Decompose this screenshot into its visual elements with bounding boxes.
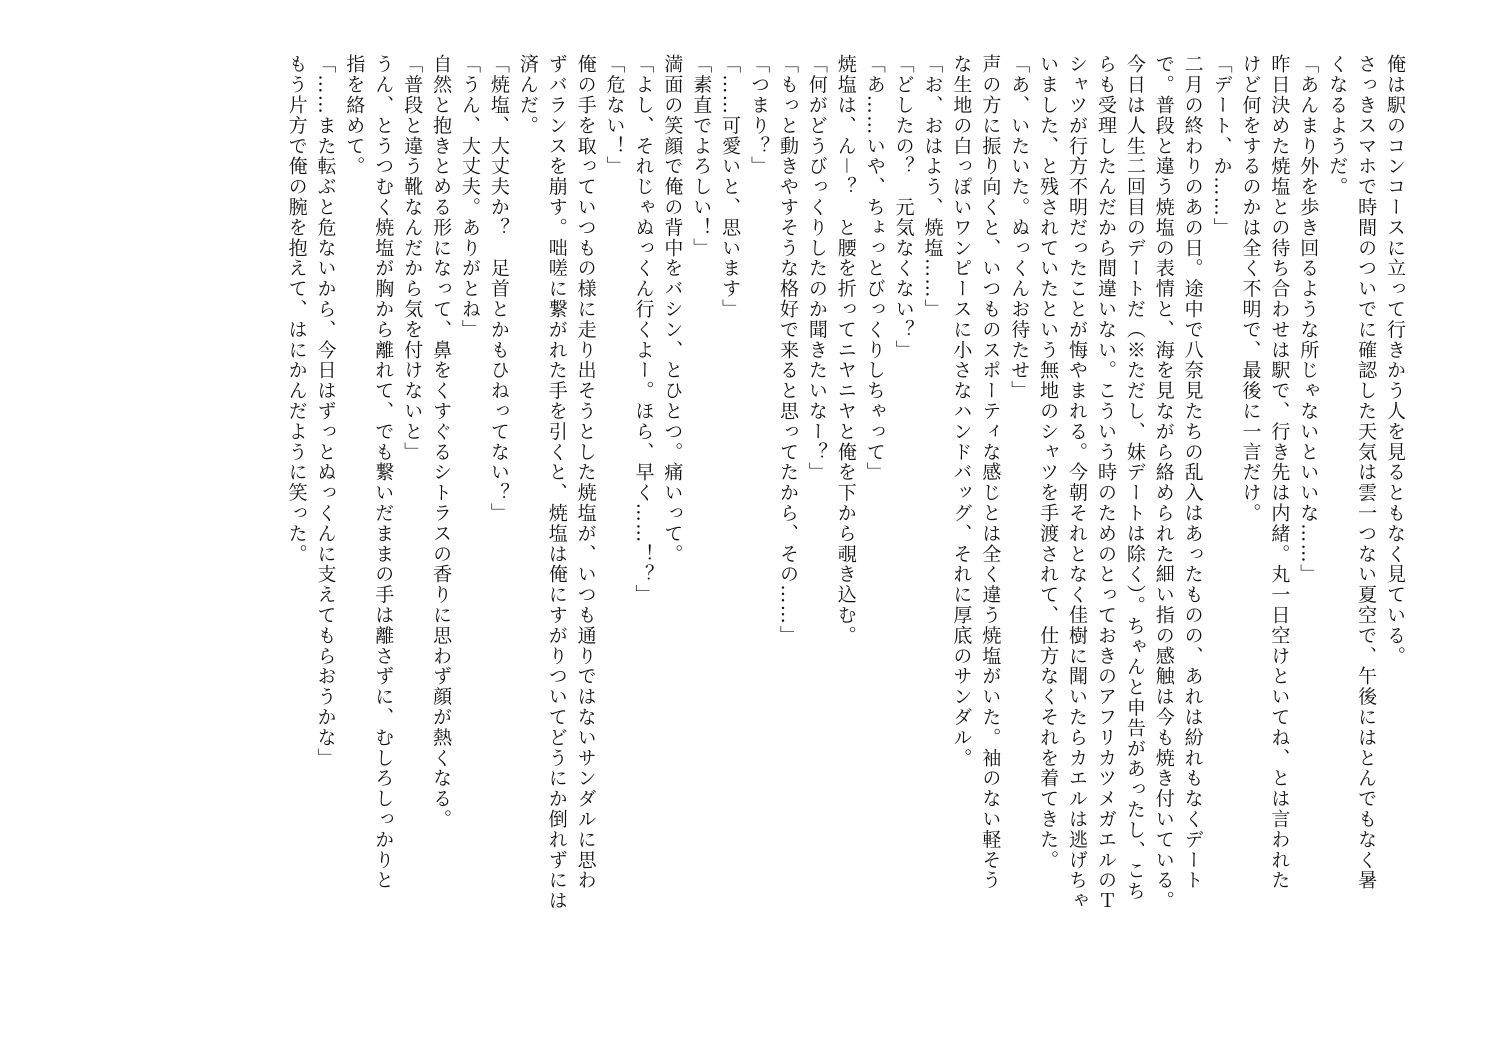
text-line: いました、と残されていたという無地のシャツを手渡されて、仕方なくそれを着てきた。	[1037, 54, 1060, 870]
text-line: 焼塩は、ん－？ と腰を折ってニヤニヤと俺を下から覗き込む。	[834, 54, 857, 646]
text-line: 「デート、か……」	[1210, 54, 1233, 238]
text-line: で。普段と違う焼塩の表情と、海を見ながら絡められた細い指の感触は今も焼き付いている。	[1152, 54, 1175, 911]
text-line: うん、とうつむく焼塩が胸から離れて、でも繋いだままの手は離さずに、むしろしっかりと	[372, 54, 395, 891]
text-line: 「……可愛いと、思います」	[719, 54, 742, 320]
vertical-text-body	[282, 54, 1409, 1004]
text-line: 二月の終わりのあの日。途中で八奈見たちの乱入はあったものの、あれは紛れもなくデート	[1181, 54, 1204, 891]
text-line: 満面の笑顔で俺の背中をバシン、とひとつ。痛いって。	[661, 54, 684, 564]
text-line: 「あ……いや、ちょっとびっくりしちゃって」	[863, 54, 886, 483]
text-line: な生地の白っぽいワンピースに小さなハンドバッグ、それに厚底のサンダル。	[950, 54, 973, 768]
text-line: 「よし、それじゃぬっくん行くよー。ほら、早く……！？」	[632, 54, 655, 605]
text-line: 自然と抱きとめる形になって、鼻をくすぐるシトラスの香りに思わず顔が熱くなる。	[430, 54, 453, 830]
text-line: 済んだ。	[516, 54, 539, 136]
text-line: 俺は駅のコンコースに立って行きかう人を見るともなく見ている。	[1384, 54, 1406, 666]
text-line: 「素直でよろしい！」	[690, 54, 713, 258]
text-line: 「どしたの？ 元気なくない？」	[892, 54, 915, 360]
text-line: シャツが行方不明だったことが悔やまれる。今朝それとなく佳樹に聞いたらカエルは逃げちゃ	[1066, 54, 1089, 911]
text-line: 「普段と違う靴なんだから気を付けないと」	[401, 54, 424, 462]
text-line: けど何をするのかは全く不明で、最後に一言だけ。	[1239, 54, 1262, 524]
text-line: もう片方で俺の腕を抱えて、はにかんだように笑った。	[285, 54, 308, 564]
text-line: 今日は人生二回目のデートだ（※ただし、妹デートは除く）。ちゃんと申告があったし、こち	[1123, 54, 1146, 902]
text-line: 「焼塩、大丈夫か？ 足首とかもひねってない？」	[487, 54, 510, 524]
text-line: 「もっと動きやすそうな格好で来ると思ってたから、その……」	[776, 54, 799, 646]
text-line: ずバランスを崩す。咄嗟に繋がれた手を引くと、焼塩は俺にすがりついてどうにか倒れずには	[545, 54, 568, 911]
text-line: 「あ、いたいた。ぬっくんお待たせ」	[1008, 54, 1031, 401]
text-line: 「危ない！」	[603, 54, 626, 177]
text-line: 「つまり？」	[748, 54, 771, 177]
text-line: 「うん、大丈夫。ありがとね」	[459, 54, 481, 340]
text-line: 指を絡めて。	[343, 54, 366, 177]
text-line: 「何がどうびっくりしたのか聞きたいなー？」	[805, 54, 828, 483]
text-line: くなるようだ。	[1326, 54, 1349, 197]
text-line: 「……また転ぶと危ないから、今日はずっとぬっくんに支えてもらおうかな」	[314, 54, 337, 768]
text-line: 「あんまり外を歩き回るような所じゃないといいな……」	[1297, 54, 1320, 585]
text-line: らも受理したんだから間違いない。こういう時のためのとっておきのアフリカツメガエルのＴ	[1094, 54, 1117, 911]
text-line: 昨日決めた焼塩との待ち合わせは駅で、行き先は内緒。丸一日空けといてね、とは言われた	[1268, 54, 1291, 891]
text-line: 俺の手を取っていつもの様に走り出そうとした焼塩が、いつも通りではないサンダルに思わ	[574, 54, 597, 891]
text-line: さっきスマホで時間のついでに確認した天気は雲一つない夏空で、午後にはとんでもなく暑	[1355, 54, 1378, 891]
text-line: 「お、おはよう、焼塩……」	[921, 54, 944, 320]
text-line: 声の方に振り向くと、いつものスポーティな感じとは全く違う焼塩がいた。袖のない軽そう	[979, 54, 1002, 891]
